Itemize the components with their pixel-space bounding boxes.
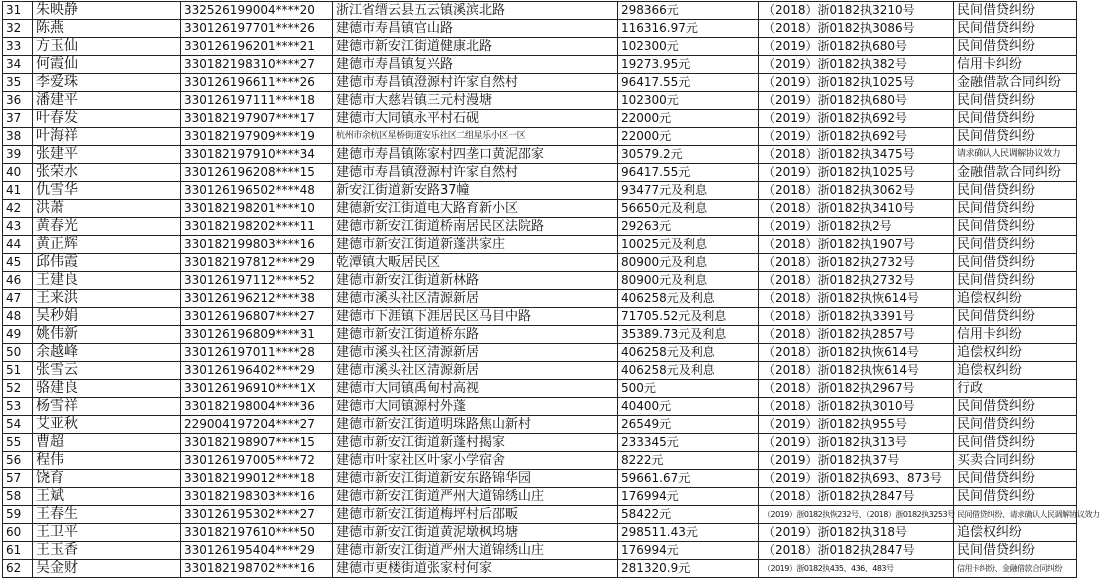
table-row xyxy=(3,182,1077,200)
name-cell: 洪萧 xyxy=(33,200,181,218)
address-cell: 新安江街道新安路37幢 xyxy=(333,182,618,200)
row-number-cell: 44 xyxy=(3,236,33,254)
row-number-cell: 37 xyxy=(3,110,33,128)
address-cell: 建德市溪头社区清源新居 xyxy=(333,344,618,362)
case-type-cell: 追偿权纠纷 xyxy=(954,290,1077,308)
amount-cell: 40400元 xyxy=(618,398,759,416)
case-type-cell: 民间借贷纠纷 xyxy=(954,110,1077,128)
amount-cell: 59661.67元 xyxy=(618,470,759,488)
row-number-cell: 53 xyxy=(3,398,33,416)
name-cell: 饶育 xyxy=(33,470,181,488)
table-row xyxy=(3,416,1077,434)
table-row xyxy=(3,326,1077,344)
name-cell: 张雪云 xyxy=(33,362,181,380)
name-cell: 吴秒娟 xyxy=(33,308,181,326)
case-number-cell: （2019）浙0182执318号 xyxy=(759,524,954,542)
case-type-cell: 信用卡纠纷 xyxy=(954,326,1077,344)
row-number-cell: 33 xyxy=(3,38,33,56)
table-row xyxy=(3,470,1077,488)
row-number-cell: 60 xyxy=(3,524,33,542)
table-row xyxy=(3,92,1077,110)
case-number-cell: （2018）浙0182执2967号 xyxy=(759,380,954,398)
case-number-cell: （2018）浙0182执3391号 xyxy=(759,308,954,326)
amount-cell: 406258元及利息 xyxy=(618,344,759,362)
name-cell: 张荣水 xyxy=(33,164,181,182)
case-number-cell: （2019）浙0182执313号 xyxy=(759,434,954,452)
amount-cell: 22000元 xyxy=(618,128,759,146)
table-row xyxy=(3,380,1077,398)
address-cell: 建德新安江街道电大路育新小区 xyxy=(333,200,618,218)
name-cell: 王卫平 xyxy=(33,524,181,542)
case-type-cell: 追偿权纠纷 xyxy=(954,524,1077,542)
case-number-cell: （2019）浙0182执955号 xyxy=(759,416,954,434)
amount-cell: 26549元 xyxy=(618,416,759,434)
address-cell: 建德市新安江街道新蓬村揭家 xyxy=(333,434,618,452)
address-cell: 建德市新安江街道严州大道锦绣山庄 xyxy=(333,542,618,560)
name-cell: 方玉仙 xyxy=(33,38,181,56)
name-cell: 王春生 xyxy=(33,506,181,524)
name-cell: 朱映静 xyxy=(33,2,181,20)
amount-cell: 116316.97元 xyxy=(618,20,759,38)
table-row xyxy=(3,128,1077,146)
amount-cell: 233345元 xyxy=(618,434,759,452)
address-cell: 建德市大同镇禹甸村高视 xyxy=(333,380,618,398)
case-type-cell: 买卖合同纠纷 xyxy=(954,452,1077,470)
row-number-cell: 51 xyxy=(3,362,33,380)
amount-cell: 176994元 xyxy=(618,488,759,506)
case-number-cell: （2019）浙0182执680号 xyxy=(759,92,954,110)
row-number-cell: 57 xyxy=(3,470,33,488)
case-type-cell: 民间借贷纠纷 xyxy=(954,38,1077,56)
case-type-cell: 民间借贷纠纷 xyxy=(954,128,1077,146)
amount-cell: 93477元及利息 xyxy=(618,182,759,200)
amount-cell: 22000元 xyxy=(618,110,759,128)
case-number-cell: （2018）浙0182执3010号 xyxy=(759,398,954,416)
address-cell: 建德市寿昌镇复兴路 xyxy=(333,56,618,74)
id-number-cell: 330182198303****16 xyxy=(181,488,333,506)
table-row xyxy=(3,20,1077,38)
name-cell: 艾亚秋 xyxy=(33,416,181,434)
address-cell: 建德市叶家社区叶家小学宿舍 xyxy=(333,452,618,470)
amount-cell: 298511.43元 xyxy=(618,524,759,542)
id-number-cell: 330126196910****1X xyxy=(181,380,333,398)
table-row xyxy=(3,452,1077,470)
address-cell: 乾潭镇大畈居民区 xyxy=(333,254,618,272)
amount-cell: 58422元 xyxy=(618,506,759,524)
name-cell: 黄春光 xyxy=(33,218,181,236)
case-type-cell: 民间借贷纠纷 xyxy=(954,200,1077,218)
id-number-cell: 330126196611****26 xyxy=(181,74,333,92)
id-number-cell: 330182198202****11 xyxy=(181,218,333,236)
case-type-cell: 追偿权纠纷 xyxy=(954,344,1077,362)
address-cell: 建德市新安江街道新林路 xyxy=(333,272,618,290)
row-number-cell: 49 xyxy=(3,326,33,344)
table-row xyxy=(3,398,1077,416)
id-number-cell: 330182197907****17 xyxy=(181,110,333,128)
amount-cell: 71705.52元及利息 xyxy=(618,308,759,326)
table-row xyxy=(3,560,1077,578)
row-number-cell: 54 xyxy=(3,416,33,434)
case-type-cell: 民间借贷纠纷 xyxy=(954,470,1077,488)
amount-cell: 80900元及利息 xyxy=(618,254,759,272)
row-number-cell: 52 xyxy=(3,380,33,398)
amount-cell: 8222元 xyxy=(618,452,759,470)
table-row xyxy=(3,236,1077,254)
case-type-cell: 民间借贷纠纷 xyxy=(954,254,1077,272)
address-cell: 建德市溪头社区清源新居 xyxy=(333,290,618,308)
address-cell: 建德市大慈岩镇三元村漫塘 xyxy=(333,92,618,110)
id-number-cell: 330182198201****10 xyxy=(181,200,333,218)
case-type-cell: 信用卡纠纷 xyxy=(954,56,1077,74)
id-number-cell: 330182198907****15 xyxy=(181,434,333,452)
case-type-cell: 民间借贷纠纷 xyxy=(954,434,1077,452)
amount-cell: 406258元及利息 xyxy=(618,290,759,308)
case-number-cell: （2019）浙0182执2号 xyxy=(759,218,954,236)
amount-cell: 102300元 xyxy=(618,38,759,56)
name-cell: 仇雪华 xyxy=(33,182,181,200)
row-number-cell: 39 xyxy=(3,146,33,164)
id-number-cell: 330126196502****48 xyxy=(181,182,333,200)
id-number-cell: 330126196201****21 xyxy=(181,38,333,56)
table-row xyxy=(3,200,1077,218)
address-cell: 建德市新安江街道桥南居民区法院路 xyxy=(333,218,618,236)
table-row xyxy=(3,74,1077,92)
id-number-cell: 330126197005****72 xyxy=(181,452,333,470)
amount-cell: 96417.55元 xyxy=(618,74,759,92)
case-type-cell: 金融借款合同纠纷 xyxy=(954,164,1077,182)
name-cell: 黄正辉 xyxy=(33,236,181,254)
amount-cell: 281320.9元 xyxy=(618,560,759,578)
row-number-cell: 59 xyxy=(3,506,33,524)
case-number-cell: （2018）浙0182执3086号 xyxy=(759,20,954,38)
case-type-cell: 民间借贷纠纷 xyxy=(954,20,1077,38)
id-number-cell: 330126197011****28 xyxy=(181,344,333,362)
case-type-cell: 行政 xyxy=(954,380,1077,398)
case-number-cell: （2018）浙0182执2847号 xyxy=(759,488,954,506)
amount-cell: 30579.2元 xyxy=(618,146,759,164)
case-number-cell: （2019）浙0182执382号 xyxy=(759,56,954,74)
row-number-cell: 56 xyxy=(3,452,33,470)
amount-cell: 406258元及利息 xyxy=(618,362,759,380)
name-cell: 余越峰 xyxy=(33,344,181,362)
name-cell: 杨雪祥 xyxy=(33,398,181,416)
name-cell: 骆建良 xyxy=(33,380,181,398)
case-number-cell: （2018）浙0182执恢614号 xyxy=(759,362,954,380)
amount-cell: 96417.55元 xyxy=(618,164,759,182)
row-number-cell: 48 xyxy=(3,308,33,326)
debtor-list-table xyxy=(2,1,1100,578)
name-cell: 王建良 xyxy=(33,272,181,290)
id-number-cell: 330182197610****50 xyxy=(181,524,333,542)
table-row xyxy=(3,110,1077,128)
id-number-cell: 330182197909****19 xyxy=(181,128,333,146)
address-cell: 建德市新安江街道严州大道锦绣山庄 xyxy=(333,488,618,506)
id-number-cell: 330126197112****52 xyxy=(181,272,333,290)
case-type-cell: 追偿权纠纷 xyxy=(954,362,1077,380)
row-number-cell: 35 xyxy=(3,74,33,92)
name-cell: 叶春发 xyxy=(33,110,181,128)
table-row xyxy=(3,488,1077,506)
table-row xyxy=(3,164,1077,182)
row-number-cell: 62 xyxy=(3,560,33,578)
row-number-cell: 36 xyxy=(3,92,33,110)
id-number-cell: 330126197111****18 xyxy=(181,92,333,110)
amount-cell: 102300元 xyxy=(618,92,759,110)
case-type-cell: 民间借贷纠纷、请求确认人民调解协议效力 xyxy=(954,506,1077,524)
case-number-cell: （2019）浙0182执680号 xyxy=(759,38,954,56)
amount-cell: 29263元 xyxy=(618,218,759,236)
name-cell: 潘建平 xyxy=(33,92,181,110)
case-type-cell: 民间借贷纠纷 xyxy=(954,398,1077,416)
case-number-cell: （2018）浙0182执恢614号 xyxy=(759,344,954,362)
row-number-cell: 50 xyxy=(3,344,33,362)
case-type-cell: 民间借贷纠纷 xyxy=(954,542,1077,560)
address-cell: 建德市新安江街道明珠路焦山新村 xyxy=(333,416,618,434)
address-cell: 杭州市余杭区星桥街道安乐社区二组星乐小区一区 xyxy=(333,128,618,146)
id-number-cell: 330182198310****27 xyxy=(181,56,333,74)
id-number-cell: 330182197910****34 xyxy=(181,146,333,164)
id-number-cell: 330182198004****36 xyxy=(181,398,333,416)
row-number-cell: 32 xyxy=(3,20,33,38)
table-row xyxy=(3,38,1077,56)
case-number-cell: （2018）浙0182执3062号 xyxy=(759,182,954,200)
case-type-cell: 民间借贷纠纷 xyxy=(954,308,1077,326)
table-row xyxy=(3,308,1077,326)
amount-cell: 176994元 xyxy=(618,542,759,560)
table-row xyxy=(3,434,1077,452)
table-row xyxy=(3,524,1077,542)
id-number-cell: 330126196208****15 xyxy=(181,164,333,182)
row-number-cell: 31 xyxy=(3,2,33,20)
name-cell: 邱伟霞 xyxy=(33,254,181,272)
name-cell: 陈燕 xyxy=(33,20,181,38)
name-cell: 李爱珠 xyxy=(33,74,181,92)
address-cell: 建德市新安江街道新安东路锦华园 xyxy=(333,470,618,488)
name-cell: 王来洪 xyxy=(33,290,181,308)
row-number-cell: 43 xyxy=(3,218,33,236)
row-number-cell: 42 xyxy=(3,200,33,218)
address-cell: 建德市大同镇源村外蓬 xyxy=(333,398,618,416)
address-cell: 建德市寿昌镇澄源村许家自然村 xyxy=(333,74,618,92)
table-row xyxy=(3,344,1077,362)
name-cell: 王斌 xyxy=(33,488,181,506)
case-number-cell: （2019）浙0182执1025号 xyxy=(759,74,954,92)
address-cell: 建德市更楼街道张家村何家 xyxy=(333,560,618,578)
case-type-cell: 民间借贷纠纷 xyxy=(954,2,1077,20)
case-number-cell: （2019）浙0182执1025号 xyxy=(759,164,954,182)
case-number-cell: （2018）浙0182执2847号 xyxy=(759,542,954,560)
name-cell: 姚伟新 xyxy=(33,326,181,344)
table-row xyxy=(3,542,1077,560)
amount-cell: 56650元及利息 xyxy=(618,200,759,218)
id-number-cell: 330182197812****29 xyxy=(181,254,333,272)
name-cell: 曹超 xyxy=(33,434,181,452)
name-cell: 程伟 xyxy=(33,452,181,470)
row-number-cell: 34 xyxy=(3,56,33,74)
table-row xyxy=(3,272,1077,290)
case-number-cell: （2018）浙0182执3210号 xyxy=(759,2,954,20)
id-number-cell: 330126197701****26 xyxy=(181,20,333,38)
id-number-cell: 330182199012****18 xyxy=(181,470,333,488)
case-type-cell: 民间借贷纠纷 xyxy=(954,272,1077,290)
address-cell: 建德市下涯镇下涯居民区马目中路 xyxy=(333,308,618,326)
address-cell: 建德市寿昌镇官山路 xyxy=(333,20,618,38)
id-number-cell: 229004197204****27 xyxy=(181,416,333,434)
row-number-cell: 55 xyxy=(3,434,33,452)
case-number-cell: （2019）浙0182执693、873号 xyxy=(759,470,954,488)
amount-cell: 80900元及利息 xyxy=(618,272,759,290)
row-number-cell: 38 xyxy=(3,128,33,146)
table-row xyxy=(3,146,1077,164)
table-row xyxy=(3,290,1077,308)
name-cell: 何霞仙 xyxy=(33,56,181,74)
name-cell: 张建平 xyxy=(33,146,181,164)
name-cell: 叶海祥 xyxy=(33,128,181,146)
table-row xyxy=(3,362,1077,380)
address-cell: 建德市新安江街道黄泥墩枫坞塘 xyxy=(333,524,618,542)
case-number-cell: （2019）浙0182执435、436、483号 xyxy=(759,560,954,578)
row-number-cell: 40 xyxy=(3,164,33,182)
case-type-cell: 民间借贷纠纷 xyxy=(954,92,1077,110)
case-number-cell: （2018）浙0182执1907号 xyxy=(759,236,954,254)
case-type-cell: 民间借贷纠纷 xyxy=(954,416,1077,434)
row-number-cell: 45 xyxy=(3,254,33,272)
id-number-cell: 330126195404****29 xyxy=(181,542,333,560)
table-body xyxy=(3,2,1100,578)
case-number-cell: （2018）浙0182执2732号 xyxy=(759,254,954,272)
case-number-cell: （2019）浙0182执692号 xyxy=(759,128,954,146)
case-type-cell: 民间借贷纠纷 xyxy=(954,218,1077,236)
row-number-cell: 61 xyxy=(3,542,33,560)
row-number-cell: 41 xyxy=(3,182,33,200)
case-number-cell: （2018）浙0182执3410号 xyxy=(759,200,954,218)
name-cell: 王玉香 xyxy=(33,542,181,560)
table-row xyxy=(3,254,1077,272)
case-number-cell: （2018）浙0182执2857号 xyxy=(759,326,954,344)
address-cell: 建德市新安江街道桥东路 xyxy=(333,326,618,344)
case-type-cell: 金融借款合同纠纷 xyxy=(954,74,1077,92)
amount-cell: 35389.73元及利息 xyxy=(618,326,759,344)
case-type-cell: 民间借贷纠纷 xyxy=(954,488,1077,506)
id-number-cell: 330126196807****27 xyxy=(181,308,333,326)
address-cell: 建德市寿昌镇澄源村许家自然村 xyxy=(333,164,618,182)
case-type-cell: 信用卡纠纷、金融借款合同纠纷 xyxy=(954,560,1077,578)
id-number-cell: 330182198702****16 xyxy=(181,560,333,578)
case-type-cell: 请求确认人民调解协议效力 xyxy=(954,146,1077,164)
address-cell: 建德市大同镇永平村石砚 xyxy=(333,110,618,128)
table-row xyxy=(3,218,1077,236)
case-number-cell: （2019）浙0182执692号 xyxy=(759,110,954,128)
amount-cell: 298366元 xyxy=(618,2,759,20)
row-number-cell: 46 xyxy=(3,272,33,290)
name-cell: 吴金财 xyxy=(33,560,181,578)
id-number-cell: 330126195302****27 xyxy=(181,506,333,524)
table-row xyxy=(3,56,1077,74)
table-row xyxy=(3,2,1077,20)
case-number-cell: （2019）浙0182执37号 xyxy=(759,452,954,470)
id-number-cell: 330126196212****38 xyxy=(181,290,333,308)
address-cell: 建德市新安江街道健康北路 xyxy=(333,38,618,56)
case-type-cell: 民间借贷纠纷 xyxy=(954,182,1077,200)
id-number-cell: 330126196402****29 xyxy=(181,362,333,380)
table-row xyxy=(3,506,1077,524)
amount-cell: 19273.95元 xyxy=(618,56,759,74)
id-number-cell: 330182199803****16 xyxy=(181,236,333,254)
address-cell: 建德市新安江街道新蓬洪家庄 xyxy=(333,236,618,254)
address-cell: 建德市新安江街道梅坪村后邵畈 xyxy=(333,506,618,524)
address-cell: 建德市寿昌镇陈家村四垄口黄泥邵家 xyxy=(333,146,618,164)
id-number-cell: 332526199004****20 xyxy=(181,2,333,20)
case-number-cell: （2018）浙0182执2732号 xyxy=(759,272,954,290)
amount-cell: 500元 xyxy=(618,380,759,398)
row-number-cell: 58 xyxy=(3,488,33,506)
address-cell: 建德市溪头社区清源新居 xyxy=(333,362,618,380)
address-cell: 浙江省缙云县五云镇溪滨北路 xyxy=(333,2,618,20)
id-number-cell: 330126196809****31 xyxy=(181,326,333,344)
amount-cell: 10025元及利息 xyxy=(618,236,759,254)
case-number-cell: （2018）浙0182执3475号 xyxy=(759,146,954,164)
case-number-cell: （2019）浙0182执恢232号、（2018）浙0182执3253号 xyxy=(759,506,954,524)
case-number-cell: （2018）浙0182执恢614号 xyxy=(759,290,954,308)
row-number-cell: 47 xyxy=(3,290,33,308)
case-type-cell: 民间借贷纠纷 xyxy=(954,236,1077,254)
